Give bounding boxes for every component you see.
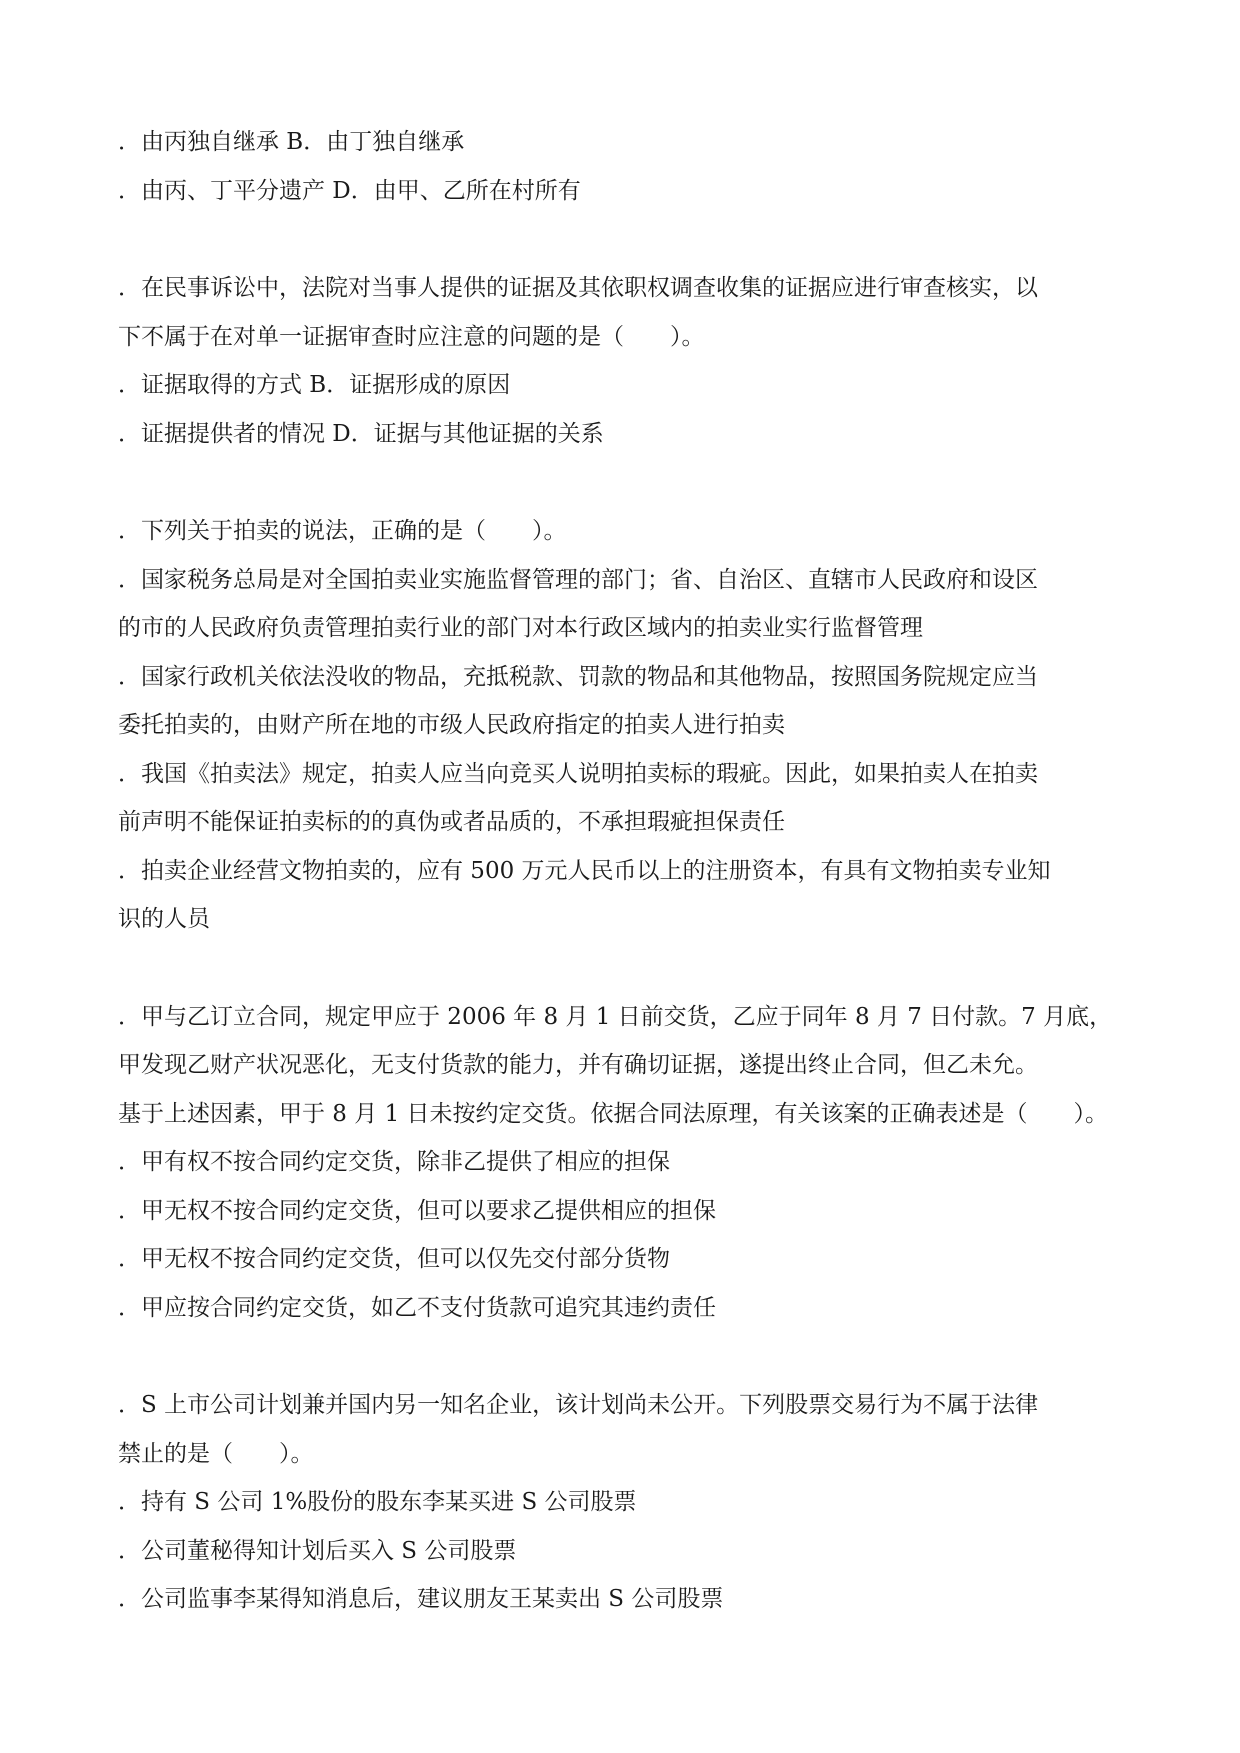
option-line: ．持有 S 公司 1%股份的股东李某买进 S 公司股票: [118, 1489, 637, 1515]
option-line: ．国家税务总局是对全国拍卖业实施监督管理的部门；省、自治区、直辖市人民政府和设区: [118, 566, 1038, 593]
document-content: [118, 118, 1128, 1624]
option-line: 的市的人民政府负责管理拍卖行业的部门对本行政区域内的拍卖业实行监督管理: [118, 615, 923, 641]
question-text: ．在民事诉讼中，法院对当事人提供的证据及其依职权调查收集的证据应进行审查核实，以: [118, 275, 1038, 301]
option-line: ．甲无权不按合同约定交货，但可以要求乙提供相应的担保: [118, 1197, 716, 1224]
question-text: ．甲与乙订立合同，规定甲应于 2006 年 8 月 1 日前交货，乙应于同年 8 月 7 日付款。7 月底，: [118, 1003, 1113, 1030]
question-block-stock-trading: [118, 1381, 1128, 1624]
option-line: ．国家行政机关依法没收的物品，充抵税款、罚款的物品和其他物品，按照国务院规定应当: [118, 663, 1038, 690]
question-text: 基于上述因素，甲于 8 月 1 日未按约定交货。依据合同法原理，有关该案的正确表述是（ ）。: [118, 1100, 1109, 1127]
option-line: ．公司监事李某得知消息后，建议朋友王某卖出 S 公司股票: [118, 1586, 724, 1612]
question-block-contract: [118, 993, 1128, 1333]
question-block-auction: [118, 507, 1128, 944]
option-line: ．公司董秘得知计划后买入 S 公司股票: [118, 1537, 517, 1564]
question-text: ．S 上市公司计划兼并国内另一知名企业，该计划尚未公开。下列股票交易行为不属于法律: [118, 1392, 1039, 1418]
question-text: 下不属于在对单一证据审查时应注意的问题的是（ ）。: [118, 323, 705, 350]
option-line: ．由丙、丁平分遗产 D．由甲、乙所在村所有: [118, 177, 581, 204]
option-line: 委托拍卖的，由财产所在地的市级人民政府指定的拍卖人进行拍卖: [118, 712, 785, 738]
option-line: ．甲无权不按合同约定交货，但可以仅先交付部分货物: [118, 1246, 670, 1272]
question-block-inheritance-options: [118, 118, 1128, 215]
option-line: 识的人员: [118, 906, 210, 932]
paragraph-gap: [118, 944, 1128, 993]
option-line: ．由丙独自继承 B．由丁独自继承: [118, 129, 465, 155]
option-line: ．甲有权不按合同约定交货，除非乙提供了相应的担保: [118, 1149, 670, 1175]
question-text: 禁止的是（ ）。: [118, 1440, 314, 1467]
option-line: ．证据取得的方式 B．证据形成的原因: [118, 372, 511, 398]
question-text: 甲发现乙财产状况恶化，无支付货款的能力，并有确切证据，遂提出终止合同，但乙未允。: [118, 1052, 1038, 1078]
paragraph-gap: [118, 1332, 1128, 1381]
option-line: ．证据提供者的情况 D．证据与其他证据的关系: [118, 420, 604, 447]
question-text: ．下列关于拍卖的说法，正确的是（ ）。: [118, 518, 567, 544]
option-line: ．拍卖企业经营文物拍卖的，应有 500 万元人民币以上的注册资本，有具有文物拍卖专业知: [118, 857, 1051, 884]
paragraph-gap: [118, 458, 1128, 507]
option-line: 前声明不能保证拍卖标的的真伪或者品质的，不承担瑕疵担保责任: [118, 809, 785, 835]
option-line: ．甲应按合同约定交货，如乙不支付货款可追究其违约责任: [118, 1294, 716, 1321]
question-block-evidence: [118, 264, 1128, 458]
paragraph-gap: [118, 215, 1128, 264]
option-line: ．我国《拍卖法》规定，拍卖人应当向竞买人说明拍卖标的瑕疵。因此，如果拍卖人在拍卖: [118, 760, 1038, 787]
